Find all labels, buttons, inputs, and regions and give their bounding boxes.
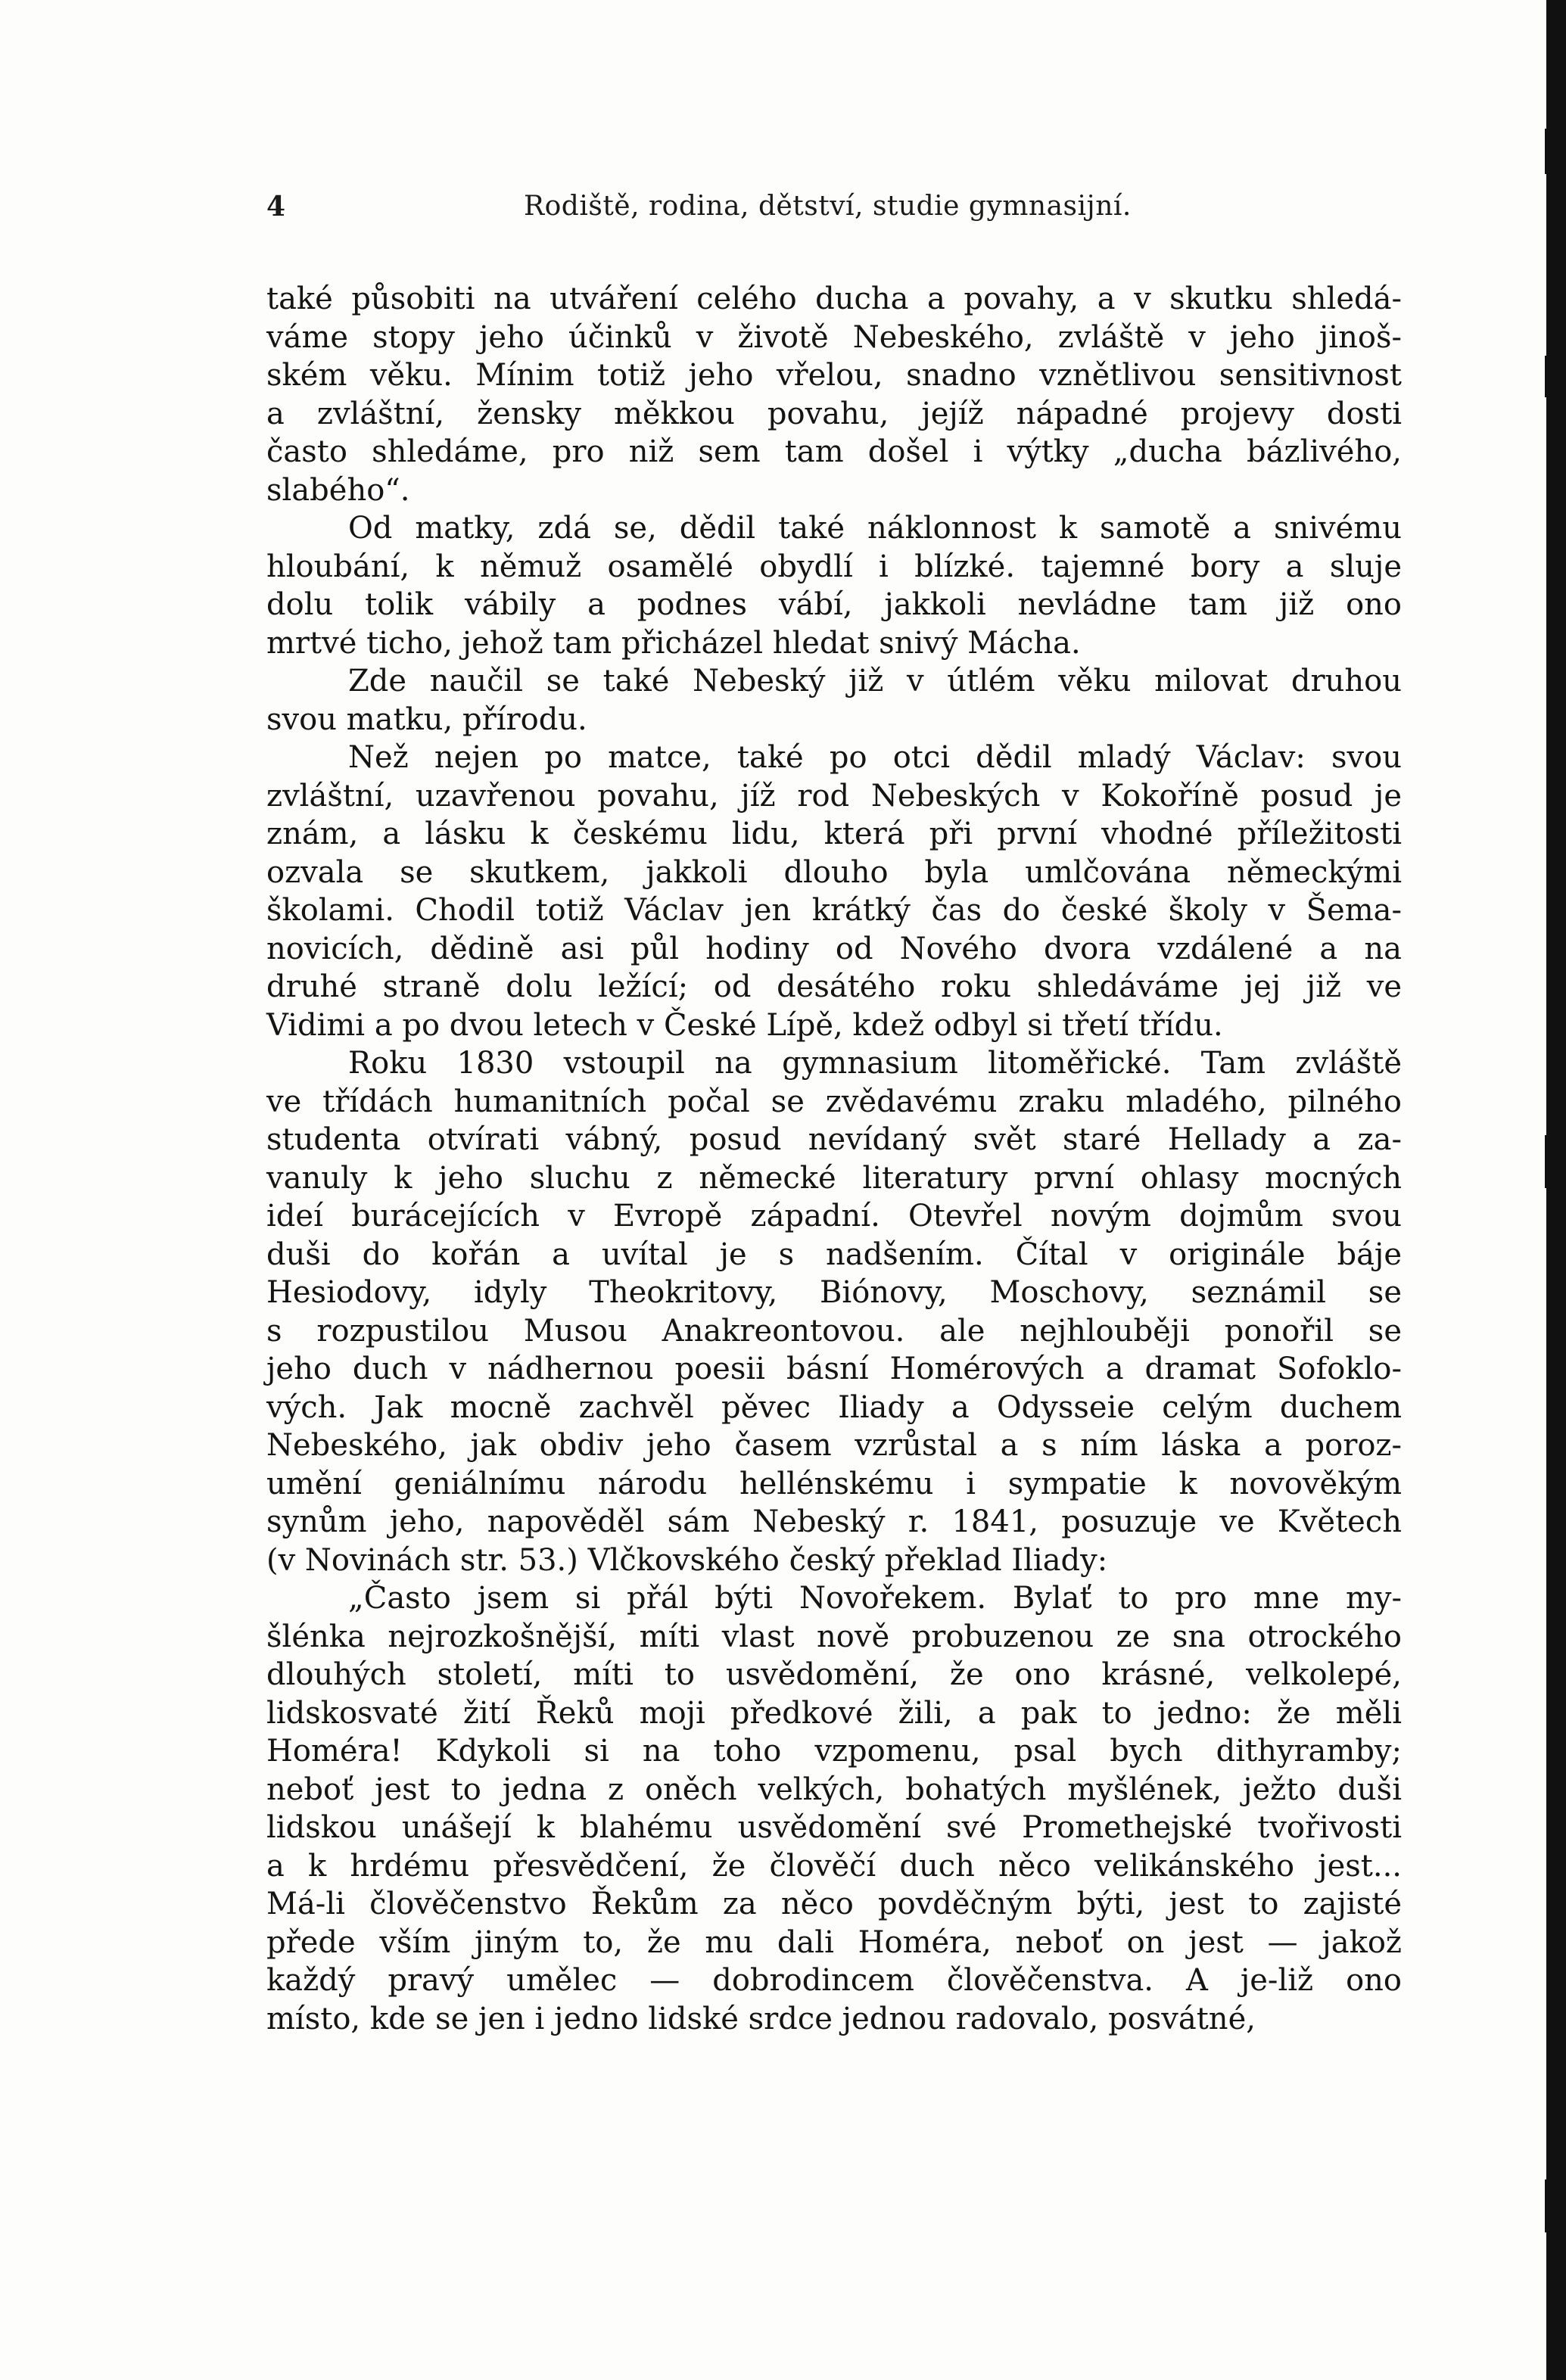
body-text	[266, 280, 1402, 2038]
text-line: ideí burácejících v Evropě západní. Otevřel novým dojmům svou	[266, 1199, 1402, 1234]
text-line: Hesiodovy, idyly Theokritovy, Biónovy, Moschovy, seznámil se	[266, 1275, 1402, 1310]
text-line: zvláštní, uzavřenou povahu, jíž rod Nebeských v Kokoříně posud je	[266, 778, 1402, 814]
paragraph	[266, 1044, 1402, 1579]
paragraph	[266, 1579, 1402, 2038]
text-line: Než nejen po matce, také po otci dědil mladý Václav: svou	[348, 740, 1402, 775]
paragraph	[266, 280, 1402, 509]
text-line: přede vším jiným to, že mu dali Homéra, neboť on jest — jakož	[266, 1924, 1402, 1960]
text-line: Vidimi a po dvou letech v České Lípě, kdež odbyl si třetí třídu.	[266, 1007, 1223, 1043]
text-line: Má-li člověčenstvo Řekům za něco povděčným býti, jest to zajisté	[266, 1887, 1402, 1921]
page-header	[266, 191, 1402, 236]
paragraph	[266, 662, 1402, 739]
text-line: s rozpustilou Musou Anakreontovou. ale nejhlouběji ponořil se	[266, 1313, 1402, 1349]
text-line: „Často jsem si přál býti Novořekem. Bylať to pro mne my-	[348, 1581, 1402, 1616]
paragraph	[266, 739, 1402, 1044]
text-line: Od matky, zdá se, dědil také náklonnost k samotě a snivému	[348, 511, 1402, 546]
scan-edge-mark	[1545, 356, 1551, 397]
scan-edge-mark	[1545, 1135, 1551, 1188]
text-line: ském věku. Mínim totiž jeho vřelou, snadno vznětlivou sensitivnost	[266, 358, 1402, 393]
text-line: jeho duch v nádhernou poesii básní Homérových a dramat Sofoklo-	[266, 1352, 1402, 1386]
text-line: studenta otvírati vábný, posud nevídaný svět staré Hellady a za-	[266, 1122, 1402, 1157]
scan-edge-mark	[1545, 2179, 1551, 2232]
text-line: slabého“.	[266, 472, 410, 508]
text-line: druhé straně dolu ležící; od desátého roku shledáváme jej již ve	[266, 969, 1402, 1004]
text-line: a k hrdému přesvědčení, že člověčí duch něco velikánského jest...	[266, 1848, 1402, 1884]
text-line: znám, a lásku k českému lidu, která při první vhodné příležitosti	[266, 817, 1402, 851]
text-line: (v Novinách str. 53.) Vlčkovského český překlad Iliady:	[266, 1542, 1108, 1578]
text-line: váme stopy jeho účinků v životě Nebeského, zvláště v jeho jinoš-	[266, 319, 1402, 355]
text-line: ve třídách humanitních počal se zvědavému zraku mladého, pilného	[266, 1084, 1402, 1119]
text-line: hloubání, k němuž osamělé obydlí i blízké. tajemné bory a sluje	[266, 549, 1402, 584]
text-line: dlouhých století, míti to usvědomění, že ono krásné, velkolepé,	[266, 1657, 1402, 1692]
scan-edge-mark	[1545, 129, 1551, 174]
text-line: synům jeho, napověděl sám Nebeský r. 1841, posuzuje ve Květech	[266, 1504, 1402, 1539]
text-line: a zvláštní, žensky měkkou povahu, jejíž nápadné projevy dosti	[266, 396, 1402, 431]
text-line: šlénka nejrozkošnější, míti vlast nově probuzenou ze sna otrockého	[266, 1619, 1402, 1654]
text-line: místo, kde se jen i jedno lidské srdce jednou radovalo, posvátné,	[266, 2001, 1256, 2036]
text-line: svou matku, přírodu.	[266, 702, 587, 737]
text-line: ozvala se skutkem, jakkoli dlouho byla umlčována německými	[266, 854, 1402, 890]
text-line: Nebeského, jak obdiv jeho časem vzrůstal a s ním láska a poroz-	[266, 1428, 1402, 1463]
text-line: školami. Chodil totiž Václav jen krátký čas do české školy v Šema-	[266, 893, 1402, 928]
text-line: Roku 1830 vstoupil na gymnasium litoměřické. Tam zvláště	[348, 1046, 1402, 1081]
text-line: duši do kořán a uvítal je s nadšením. Čítal v originále báje	[266, 1237, 1402, 1272]
text-line: také působiti na utváření celého ducha a povahy, a v skutku shledá-	[266, 282, 1402, 316]
text-line: mrtvé ticho, jehož tam přicházel hledat snivý Mácha.	[266, 625, 1081, 661]
text-line: novicích, dědině asi půl hodiny od Nového dvora vzdálené a na	[266, 931, 1402, 966]
running-head: Rodiště, rodina, dětství, studie gymnasijní.	[524, 191, 1132, 222]
text-line: často shledáme, pro niž sem tam došel i výtky „ducha bázlivého,	[266, 434, 1402, 469]
text-line: vých. Jak mocně zachvěl pěvec Iliady a Odysseie celým duchem	[266, 1389, 1402, 1425]
text-line: umění geniálnímu národu hellénskému i sympatie k novověkým	[266, 1466, 1402, 1501]
text-line: neboť jest to jedna z oněch velkých, bohatých myšlének, ježto duši	[266, 1772, 1402, 1807]
text-line: dolu tolik vábily a podnes vábí, jakkoli nevládne tam již ono	[266, 587, 1402, 622]
page-number: 4	[266, 191, 286, 222]
text-line: vanuly k jeho sluchu z německé literatury první ohlasy mocných	[266, 1160, 1402, 1196]
text-line: Homéra! Kdykoli si na toho vzpomenu, psal bych dithyramby;	[266, 1734, 1402, 1769]
text-line: Zde naučil se také Nebeský již v útlém věku milovat druhou	[348, 664, 1402, 698]
paragraph	[266, 509, 1402, 662]
text-line: lidskosvaté žití Řeků moji předkové žili, a pak to jedno: že měli	[266, 1695, 1402, 1731]
text-line: lidskou unášejí k blahému usvědomění své Promethejské tvořivosti	[266, 1810, 1402, 1845]
text-line: každý pravý umělec — dobrodincem člověčenstva. A je-liž ono	[266, 1963, 1402, 1998]
